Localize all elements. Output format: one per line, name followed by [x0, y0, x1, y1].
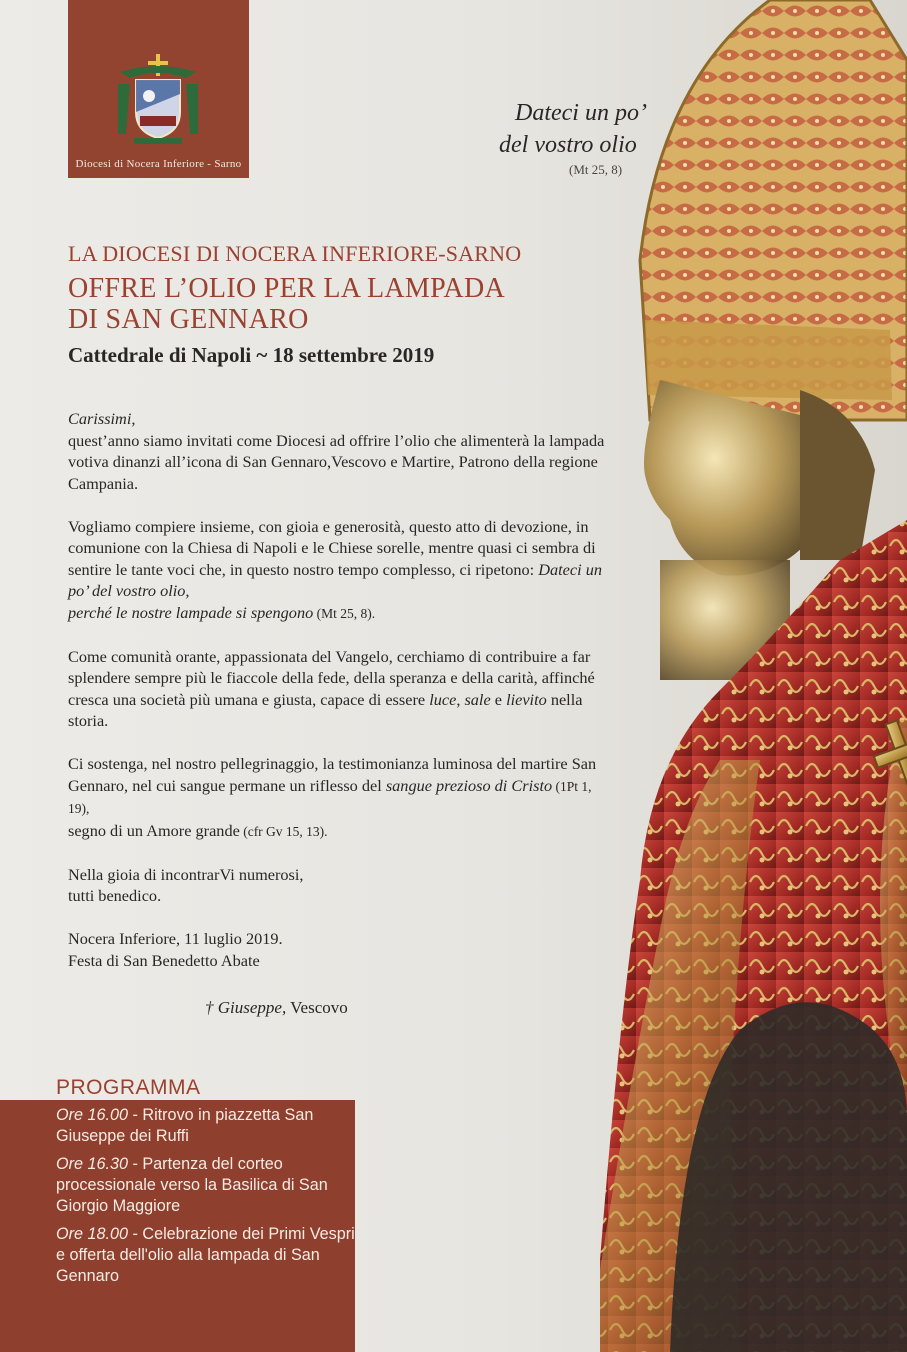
quote-line-2: del vostro olio: [499, 132, 637, 158]
title-line-2: DI SAN GENNARO: [68, 304, 309, 335]
pastoral-letter: [68, 408, 613, 993]
title-line-1: OFFRE L’OLIO PER LA LAMPADA: [68, 273, 505, 304]
letter-paragraph-2: Vogliamo compiere insieme, con gioia e generosità, questo atto di devozione, in comunione con la Chiesa di Napoli e le Chiese sorelle, mentre quasi ci sembra di sentire le tante voci che, in questo nostro tempo complesso, ci ripetono: Dateci un po’ del vostro olio, perché le nostre lampade si spengono (Mt 25, 8).: [68, 516, 602, 622]
programma-item: Ore 18.00 - Celebrazione dei Primi Vespri e offerta dell'olio alla lampada di San Gennaro: [56, 1225, 355, 1285]
event-venue-date: Cattedrale di Napoli ~ 18 settembre 2019: [68, 343, 435, 367]
page-subtitle: LA DIOCESI DI NOCERA INFERIORE-SARNO: [68, 241, 522, 266]
letter-greeting: Carissimi,: [68, 409, 136, 428]
page-title: [68, 273, 505, 335]
coat-of-arms-icon: [116, 54, 200, 146]
letter-paragraph-1: quest’anno siamo invitati come Diocesi ad offrire l’olio che alimenterà la lampada votiva dinanzi all’icona di San Gennaro,Vescovo e Martire, Patrono della regione Campania.: [68, 430, 605, 493]
letter-paragraph-5: Nella gioia di incontrarVi numerosi, tutti benedico.: [68, 864, 304, 905]
diocese-logo-box: [68, 0, 249, 178]
letter-paragraph-3: Come comunità orante, appassionata del Vangelo, cerchiamo di contribuire a far splendere sempre più le fiaccole della fede, della speranza e della carità, affinché cresca una società più umana e giusta, capace di essere luce, sale e lievito nella storia.: [68, 646, 595, 730]
letter-date-place: Nocera Inferiore, 11 luglio 2019. Festa di San Benedetto Abate: [68, 929, 283, 970]
letter-paragraph-4: Ci sostenga, nel nostro pellegrinaggio, la testimonianza luminosa del martire San Gennaro, nel cui sangue permane un riflesso del sangue prezioso di Cristo (1Pt 1, 19), segno di un Amore grande (cfr Gv 15, 13).: [68, 754, 597, 840]
programma-item: Ore 16.00 - Ritrovo in piazzetta San Giuseppe dei Ruffi: [56, 1106, 314, 1145]
programma-list: [56, 1105, 356, 1294]
quote-line-1: Dateci un po’: [515, 100, 647, 126]
signature: † Giuseppe, Vescovo: [205, 998, 348, 1017]
quote-reference: (Mt 25, 8): [569, 162, 623, 177]
programma-item: Ore 16.30 - Partenza del corteo processionale verso la Basilica di San Giorgio Maggiore: [56, 1155, 328, 1215]
diocese-logo-caption: Diocesi di Nocera Inferiore - Sarno: [75, 158, 242, 170]
epigraph-quote: [499, 97, 659, 179]
programma-title: PROGRAMMA: [56, 1076, 201, 1099]
